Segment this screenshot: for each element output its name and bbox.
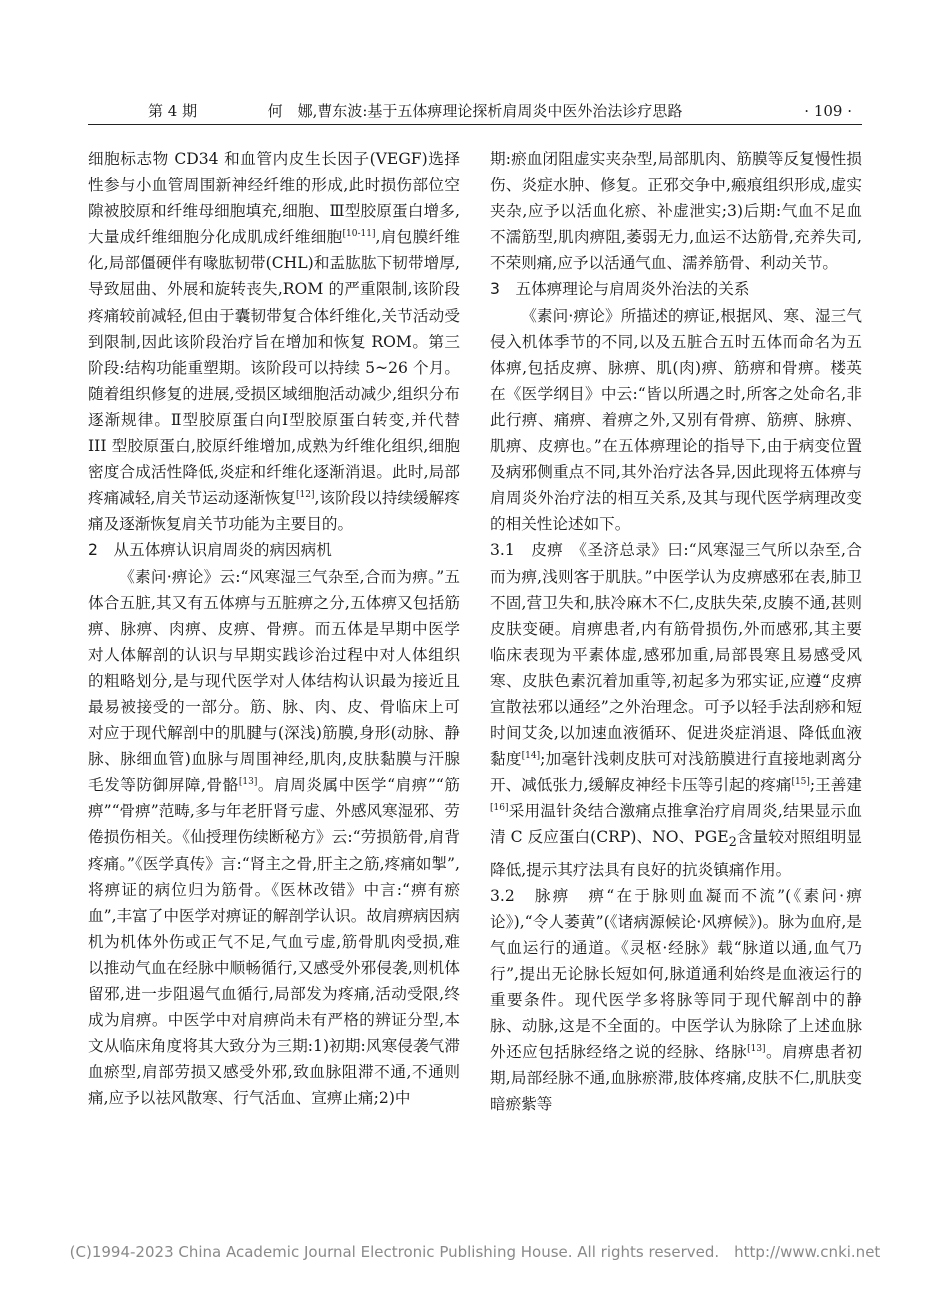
citation: [13]: [238, 777, 258, 788]
paragraph-skin-bi: [490, 537, 862, 882]
citation: [14]: [521, 750, 541, 761]
copyright-footer: (C)1994-2023 China Academic Journal Electronic Publishing House. All rights reserved. http://www.cnki.net: [69, 1243, 881, 1261]
paragraph-stage-continuation-right: 期:瘀血闭阻虚实夹杂型,局部肌肉、筋膜等反复慢性损伤、炎症水肿、修复。正邪交争中,瘢痕组织形成,虚实夹杂,应予以活血化瘀、补虚泄实;3)后期:气血不足血不濡筋型,肌肉痹阻,萎弱无力,血运不达筋骨,充养失司,不荣则痛,应予以活通气血、濡养筋骨、利动关节。: [490, 150, 862, 273]
citation: [10-11]: [342, 229, 376, 240]
header-rule: [88, 124, 862, 125]
text-run: ;王善建: [809, 776, 862, 795]
text-run: 《圣济总录》曰:“风寒湿三气所以杂至,合而为痹,浅则客于肌肤。”中医学认为皮痹感邪在表,肺卫不固,营卫失和,肤冷麻木不仁,皮肤失荣,皮腠不通,甚则皮肤变硬。肩痹患者,内有筋骨损伤,外而感邪,其主要临床表现为平素体虚,感邪加重,局部畏寒且易感受风寒、皮肤色素沉着加重等,初起多为邪实证,应遵“皮痹宣散祛邪以通经”之外治理念。可予以轻手法刮痧和短时间艾灸,以加速血液循环、促进炎症消退、降低血液黏度: [490, 541, 862, 769]
text-run: 细胞标志物 CD34 和血管内皮生长因子(VEGF)选择性参与小血管周围新神经纤维的形成,此时损伤部位空隙被胶原和纤维母细胞填充,细胞、Ⅲ型胶原蛋白增多,大量成纤维细胞分化成肌成纤维细胞: [88, 150, 460, 247]
paragraph-etiology: [88, 564, 460, 1112]
paragraph-vessel-bi: [490, 883, 862, 1118]
page-number: · 109 ·: [804, 102, 852, 120]
running-title: 何 娜,曹东波:基于五体痹理论探析肩周炎中医外治法诊疗思路: [267, 102, 683, 120]
text-run: 。肩周炎属中医学“肩痹”“筋痹”“骨痹”范畴,多与年老肝肾亏虚、外感风寒湿邪、劳倦损伤相关。《仙授理伤续断秘方》云:“劳损筋骨,肩背疼痛。”《医学真传》言:“肾主之骨,肝主之筋,疼痛如掣”,将痹证的病位归为筋骨。《医林改错》中言:“痹有瘀血”,丰富了中医学对痹证的解剖学认识。故肩痹病因病机为机体外伤或正气不足,气血亏虚,筋骨肌肉受损,难以推动气血在经脉中顺畅循行,又感受外邪侵袭,则机体留邪,进一步阻遏气血循行,局部发为疼痛,活动受限,终成为肩痹。中医学中对肩痹尚未有严格的辨证分型,本文从临床角度将其大致分为三期:1)初期:风寒侵袭气滞血瘀型,肩部劳损又感受外邪,致血脉阻滞不通,不通则痛,应予以祛风散寒、行气活血、宣痹止痛;2)中: [88, 776, 460, 1108]
text-run: 《素问·痹论》云:“风寒湿三气杂至,合而为痹。”五体合五脏,其又有五体痹与五脏痹之分,五体痹又包括筋痹、脉痹、肉痹、皮痹、骨痹。而五体是早期中医学对人体解剖的认识与早期实践诊治过程中对人体组织的粗略划分,是与现代医学对人体结构认识最为接近且最易被接受的一部分。筋、脉、肉、皮、骨临床上可对应于现代解剖中的肌腱与(深浅)筋膜,身形(动脉、静脉、脉细血管)血脉与周围神经,肌肉,皮肤黏膜与汗腺毛发等防御屏障,骨骼: [88, 567, 460, 795]
citation: [12]: [296, 490, 315, 501]
text-run: 采用温针灸结合激痛点推拿治疗肩周炎,结果显示血清 C 反应蛋白(CRP)、NO、PGE: [490, 802, 862, 847]
left-column: [88, 146, 460, 1111]
citation: [15]: [791, 777, 810, 788]
text-run: ,肩包膜纤维化,局部僵硬伴有喙肱韧带(CHL)和盂肱肱下韧带增厚,导致屈曲、外展和旋转丧失,ROM 的严重限制,该阶段疼痛较前减轻,但由于囊韧带复合体纤维化,关节活动受到限制,因此该阶段治疗旨在增加和恢复 ROM。第三阶段:结构功能重塑期。该阶段可以持续 5~26 个月。随着组织修复的进展,受损区域细胞活动减少,组织分布逐渐规律。Ⅱ型胶原蛋白向Ⅰ型胶原蛋白转变,并代替 III 型胶原蛋白,胶原纤维增加,成熟为纤维化组织,细胞密度合成活性降低,炎症和纤维化逐渐消退。此时,局部疼痛减轻,肩关节运动逐渐恢复: [88, 228, 460, 508]
right-column: [490, 146, 862, 1118]
subscript: 2: [728, 835, 737, 851]
running-header: [88, 98, 862, 124]
subsection-heading-3-1: 3.1 皮痹: [490, 541, 564, 560]
text-run: ;加毫针浅刺皮肤可对浅筋膜进行直接地剥离分开、减低张力,缓解皮神经卡压等引起的疼痛: [490, 750, 862, 795]
section-heading-2: 2 从五体痹认识肩周炎的病因病机: [88, 541, 332, 560]
section-heading-3: 3 五体痹理论与肩周炎外治法的关系: [490, 280, 750, 299]
subsection-heading-3-2: 3.2 脉痹: [490, 886, 571, 905]
text-run: 痹“在于脉则血凝而不流”(《素问·痹论》),“令人萎黄”(《诸病源候论·风痹候》)。脉为血府,是气血运行的通道。《灵枢·经脉》载“脉道以通,血气乃行”,提出无论脉长短如何,脉道通利始终是血液运行的重要条件。现代医学多将脉等同于现代解剖中的静脉、动脉,这是不全面的。中医学认为脉除了上述血脉外还应包括脉经络之说的经脉、络脉: [490, 886, 862, 1062]
text-run: ,该阶段以持续缓解疼痛及逐渐恢复肩关节功能为主要目的。: [88, 489, 460, 534]
issue-number: 第 4 期: [148, 102, 198, 120]
citation: [13]: [747, 1044, 766, 1055]
citation: [16]: [490, 803, 509, 814]
paragraph-five-body-theory: 《素问·痹论》所描述的痹证,根据风、寒、湿三气侵入机体季节的不同,以及五脏合五时五体而命名为五体痹,包括皮痹、脉痹、肌(肉)痹、筋痹和骨痹。楼英在《医学纲目》中云:“皆以所遇之时,所客之处命名,非此行痹、痛痹、着痹之外,又别有骨痹、筋痹、脉痹、肌痹、皮痹也。”在五体痹理论的指导下,由于病变位置及病邪侧重点不同,其外治疗法各异,因此现将五体痹与肩周炎外治疗法的相互关系,及其与现代医学病理改变的相关性论述如下。: [490, 306, 862, 534]
text-run: 含量较对照组明显降低,提示其疗法具有良好的抗炎镇痛作用。: [490, 828, 862, 879]
text-run: 。肩痹患者初期,局部经脉不通,血脉瘀滞,肢体疼痛,皮肤不仁,肌肤变暗瘀紫等: [490, 1043, 862, 1114]
paragraph-stage-continuation: [88, 146, 460, 537]
